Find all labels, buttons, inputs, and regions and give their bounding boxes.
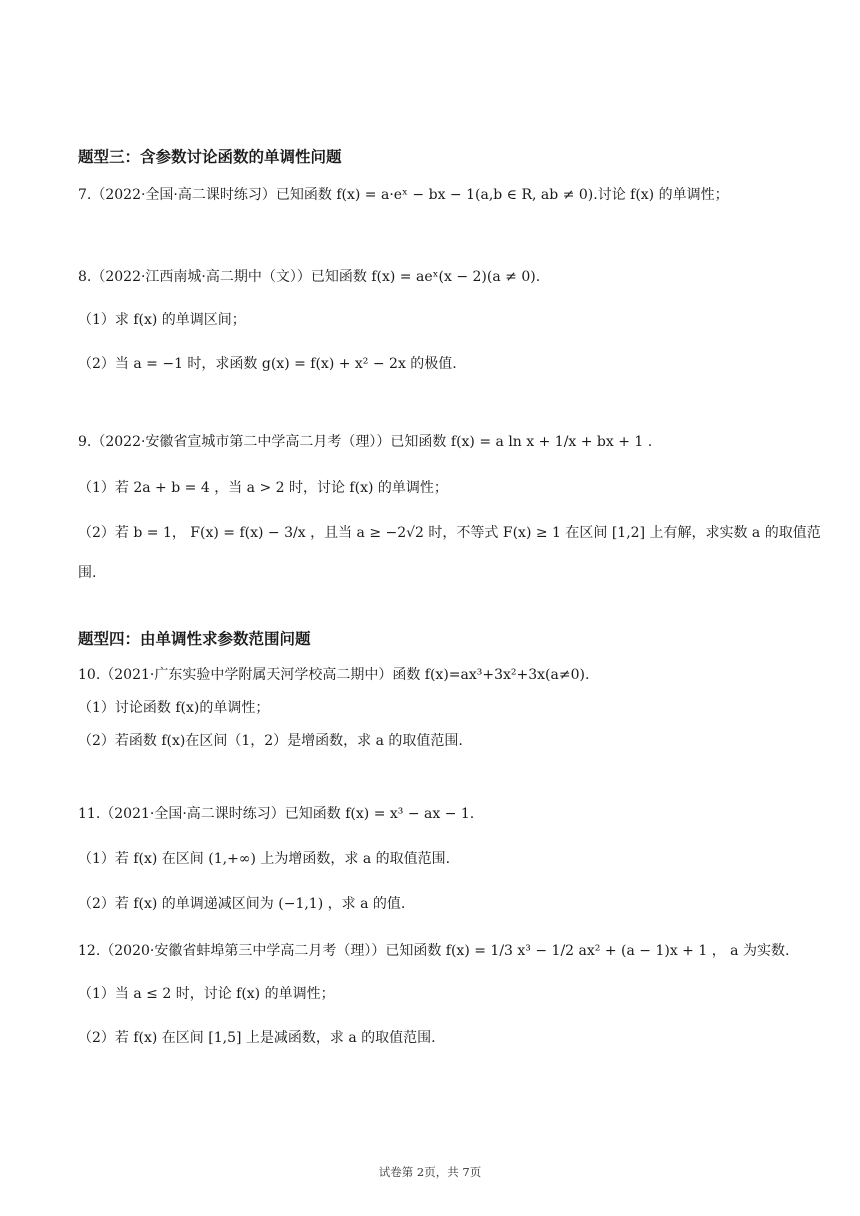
problem-7: 7.（2022·全国·高二课时练习）已知函数 f(x) = a·eˣ − bx − 1(a,b ∈ R, ab ≠ 0).讨论 f(x) 的单调性；: [78, 187, 729, 203]
problem-9-part-2-line-1: （2）若 b = 1， F(x) = f(x) − 3/x ，且当 a ≥ −2√2 时，不等式 F(x) ≥ 1 在区间 [1,2] 上有解，求实数 a 的取值范: [78, 525, 821, 541]
problem-10-stem: 10.（2021·广东实验中学附属天河学校高二期中）函数 f(x)=ax³+3x²+3x(a≠0).: [78, 667, 590, 683]
problem-10-part-1: （1）讨论函数 f(x)的单调性；: [78, 700, 270, 716]
problem-12-part-2: （2）若 f(x) 在区间 [1,5] 上是减函数，求 a 的取值范围.: [78, 1030, 436, 1046]
problem-12-stem: 12.（2020·安徽省蚌埠第三中学高二月考（理））已知函数 f(x) = 1/3 x³ − 1/2 ax² + (a − 1)x + 1 ， a 为实数.: [78, 943, 790, 959]
problem-9-stem: 9.（2022·安徽省宣城市第二中学高二月考（理））已知函数 f(x) = a ln x + 1/x + bx + 1 .: [78, 434, 653, 450]
problem-8-part-1: （1）求 f(x) 的单调区间；: [78, 312, 246, 328]
problem-11-stem: 11.（2021·全国·高二课时练习）已知函数 f(x) = x³ − ax − 1.: [78, 806, 475, 822]
section-heading-3: 题型三：含参数讨论函数的单调性问题: [78, 148, 342, 166]
problem-11-part-1: （1）若 f(x) 在区间 (1,+∞) 上为增函数，求 a 的取值范围.: [78, 851, 451, 867]
problem-11-part-2: （2）若 f(x) 的单调递减区间为 (−1,1) ，求 a 的值.: [78, 896, 406, 912]
page-footer: 试卷第 2页，共 7页: [378, 1165, 482, 1179]
problem-8-stem: 8.（2022·江西南城·高二期中（文））已知函数 f(x) = aeˣ(x − 2)(a ≠ 0).: [78, 269, 541, 285]
problem-9-part-1: （1）若 2a + b = 4 ，当 a > 2 时，讨论 f(x) 的单调性；: [78, 480, 448, 496]
problem-10-part-2: （2）若函数 f(x)在区间（1，2）是增函数，求 a 的取值范围.: [78, 733, 463, 749]
problem-8-part-2: （2）当 a = −1 时，求函数 g(x) = f(x) + x² − 2x 的极值.: [78, 356, 457, 372]
section-heading-4: 题型四：由单调性求参数范围问题: [78, 630, 311, 648]
problem-9-part-2-line-2: 围.: [78, 565, 97, 581]
problem-12-part-1: （1）当 a ≤ 2 时，讨论 f(x) 的单调性；: [78, 986, 335, 1002]
